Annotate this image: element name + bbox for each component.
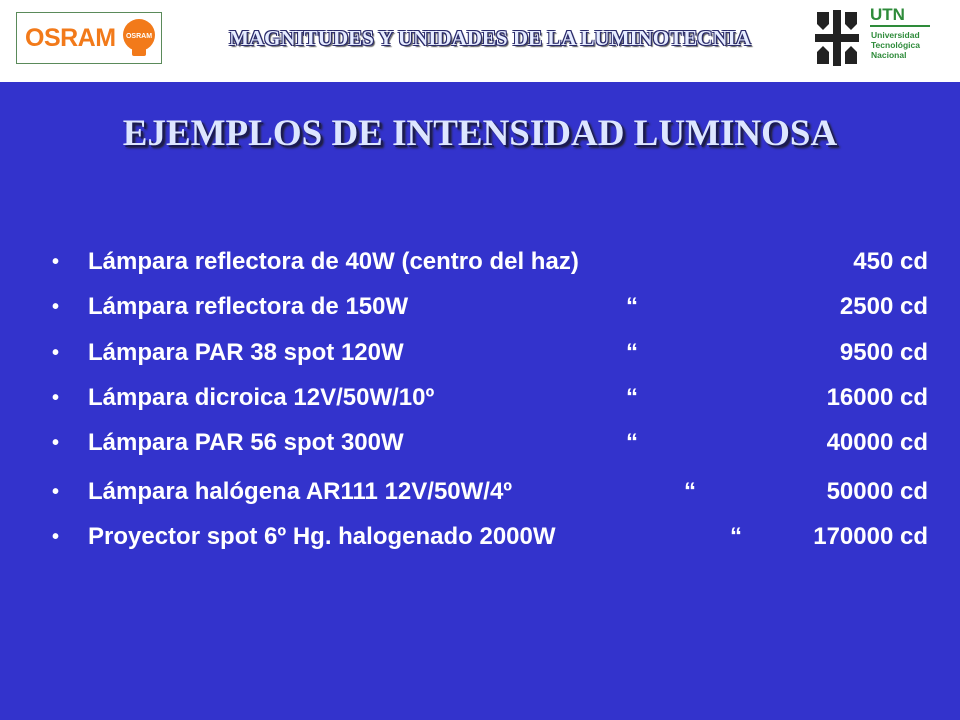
- lamp-name: Lámpara reflectora de 150W: [88, 293, 409, 320]
- header-title: MAGNITUDES Y UNIDADES DE LA LUMINOTECNIA: [229, 26, 751, 50]
- lamp-name: Lámpara PAR 56 spot 300W: [88, 429, 404, 456]
- list-item: [0, 380, 960, 416]
- utn-line2: Tecnológica: [871, 40, 920, 50]
- intensity-value: 16000 cd: [826, 384, 928, 411]
- lamp-name: Proyector spot 6º Hg. halogenado 2000W: [88, 523, 556, 550]
- bullet: •: [52, 251, 60, 273]
- intensity-value: 450 cd: [853, 248, 928, 275]
- list-item: [0, 425, 960, 461]
- intensity-value: 2500 cd: [839, 293, 928, 320]
- bullet: •: [52, 526, 60, 548]
- utn-name: UTN: [870, 5, 905, 24]
- intensity-value: 9500 cd: [839, 339, 928, 366]
- intensity-value: 50000 cd: [826, 478, 928, 505]
- list-item: [0, 335, 960, 371]
- bullet: •: [52, 432, 60, 454]
- list-item: [0, 474, 960, 510]
- slide-title: EJEMPLOS DE INTENSIDAD LUMINOSA: [122, 113, 838, 154]
- bullet: •: [52, 387, 60, 409]
- lamp-name: Lámpara reflectora de 40W (centro del haz): [88, 248, 579, 275]
- list-item: [0, 519, 960, 555]
- list-item: [0, 244, 960, 280]
- ditto-mark: “: [730, 523, 742, 550]
- bullet: •: [52, 481, 60, 503]
- bullet: •: [52, 342, 60, 364]
- ditto-mark: “: [626, 429, 638, 456]
- utn-line1: Universidad: [871, 30, 920, 40]
- lamp-name: Lámpara dicroica 12V/50W/10º: [88, 384, 435, 411]
- bullet: •: [52, 296, 60, 318]
- intensity-value: 170000 cd: [813, 523, 928, 550]
- ditto-mark: “: [626, 293, 638, 320]
- lamp-name: Lámpara PAR 38 spot 120W: [88, 339, 404, 366]
- list-item: [0, 289, 960, 325]
- lamp-name: Lámpara halógena AR111 12V/50W/4º: [88, 478, 513, 505]
- ditto-mark: “: [626, 384, 638, 411]
- osram-logo-text: OSRAM: [25, 24, 116, 52]
- utn-line3: Nacional: [871, 50, 907, 60]
- ditto-mark: “: [684, 478, 696, 505]
- ditto-mark: “: [626, 339, 638, 366]
- osram-bulb-text: OSRAM: [125, 33, 153, 40]
- intensity-value: 40000 cd: [826, 429, 928, 456]
